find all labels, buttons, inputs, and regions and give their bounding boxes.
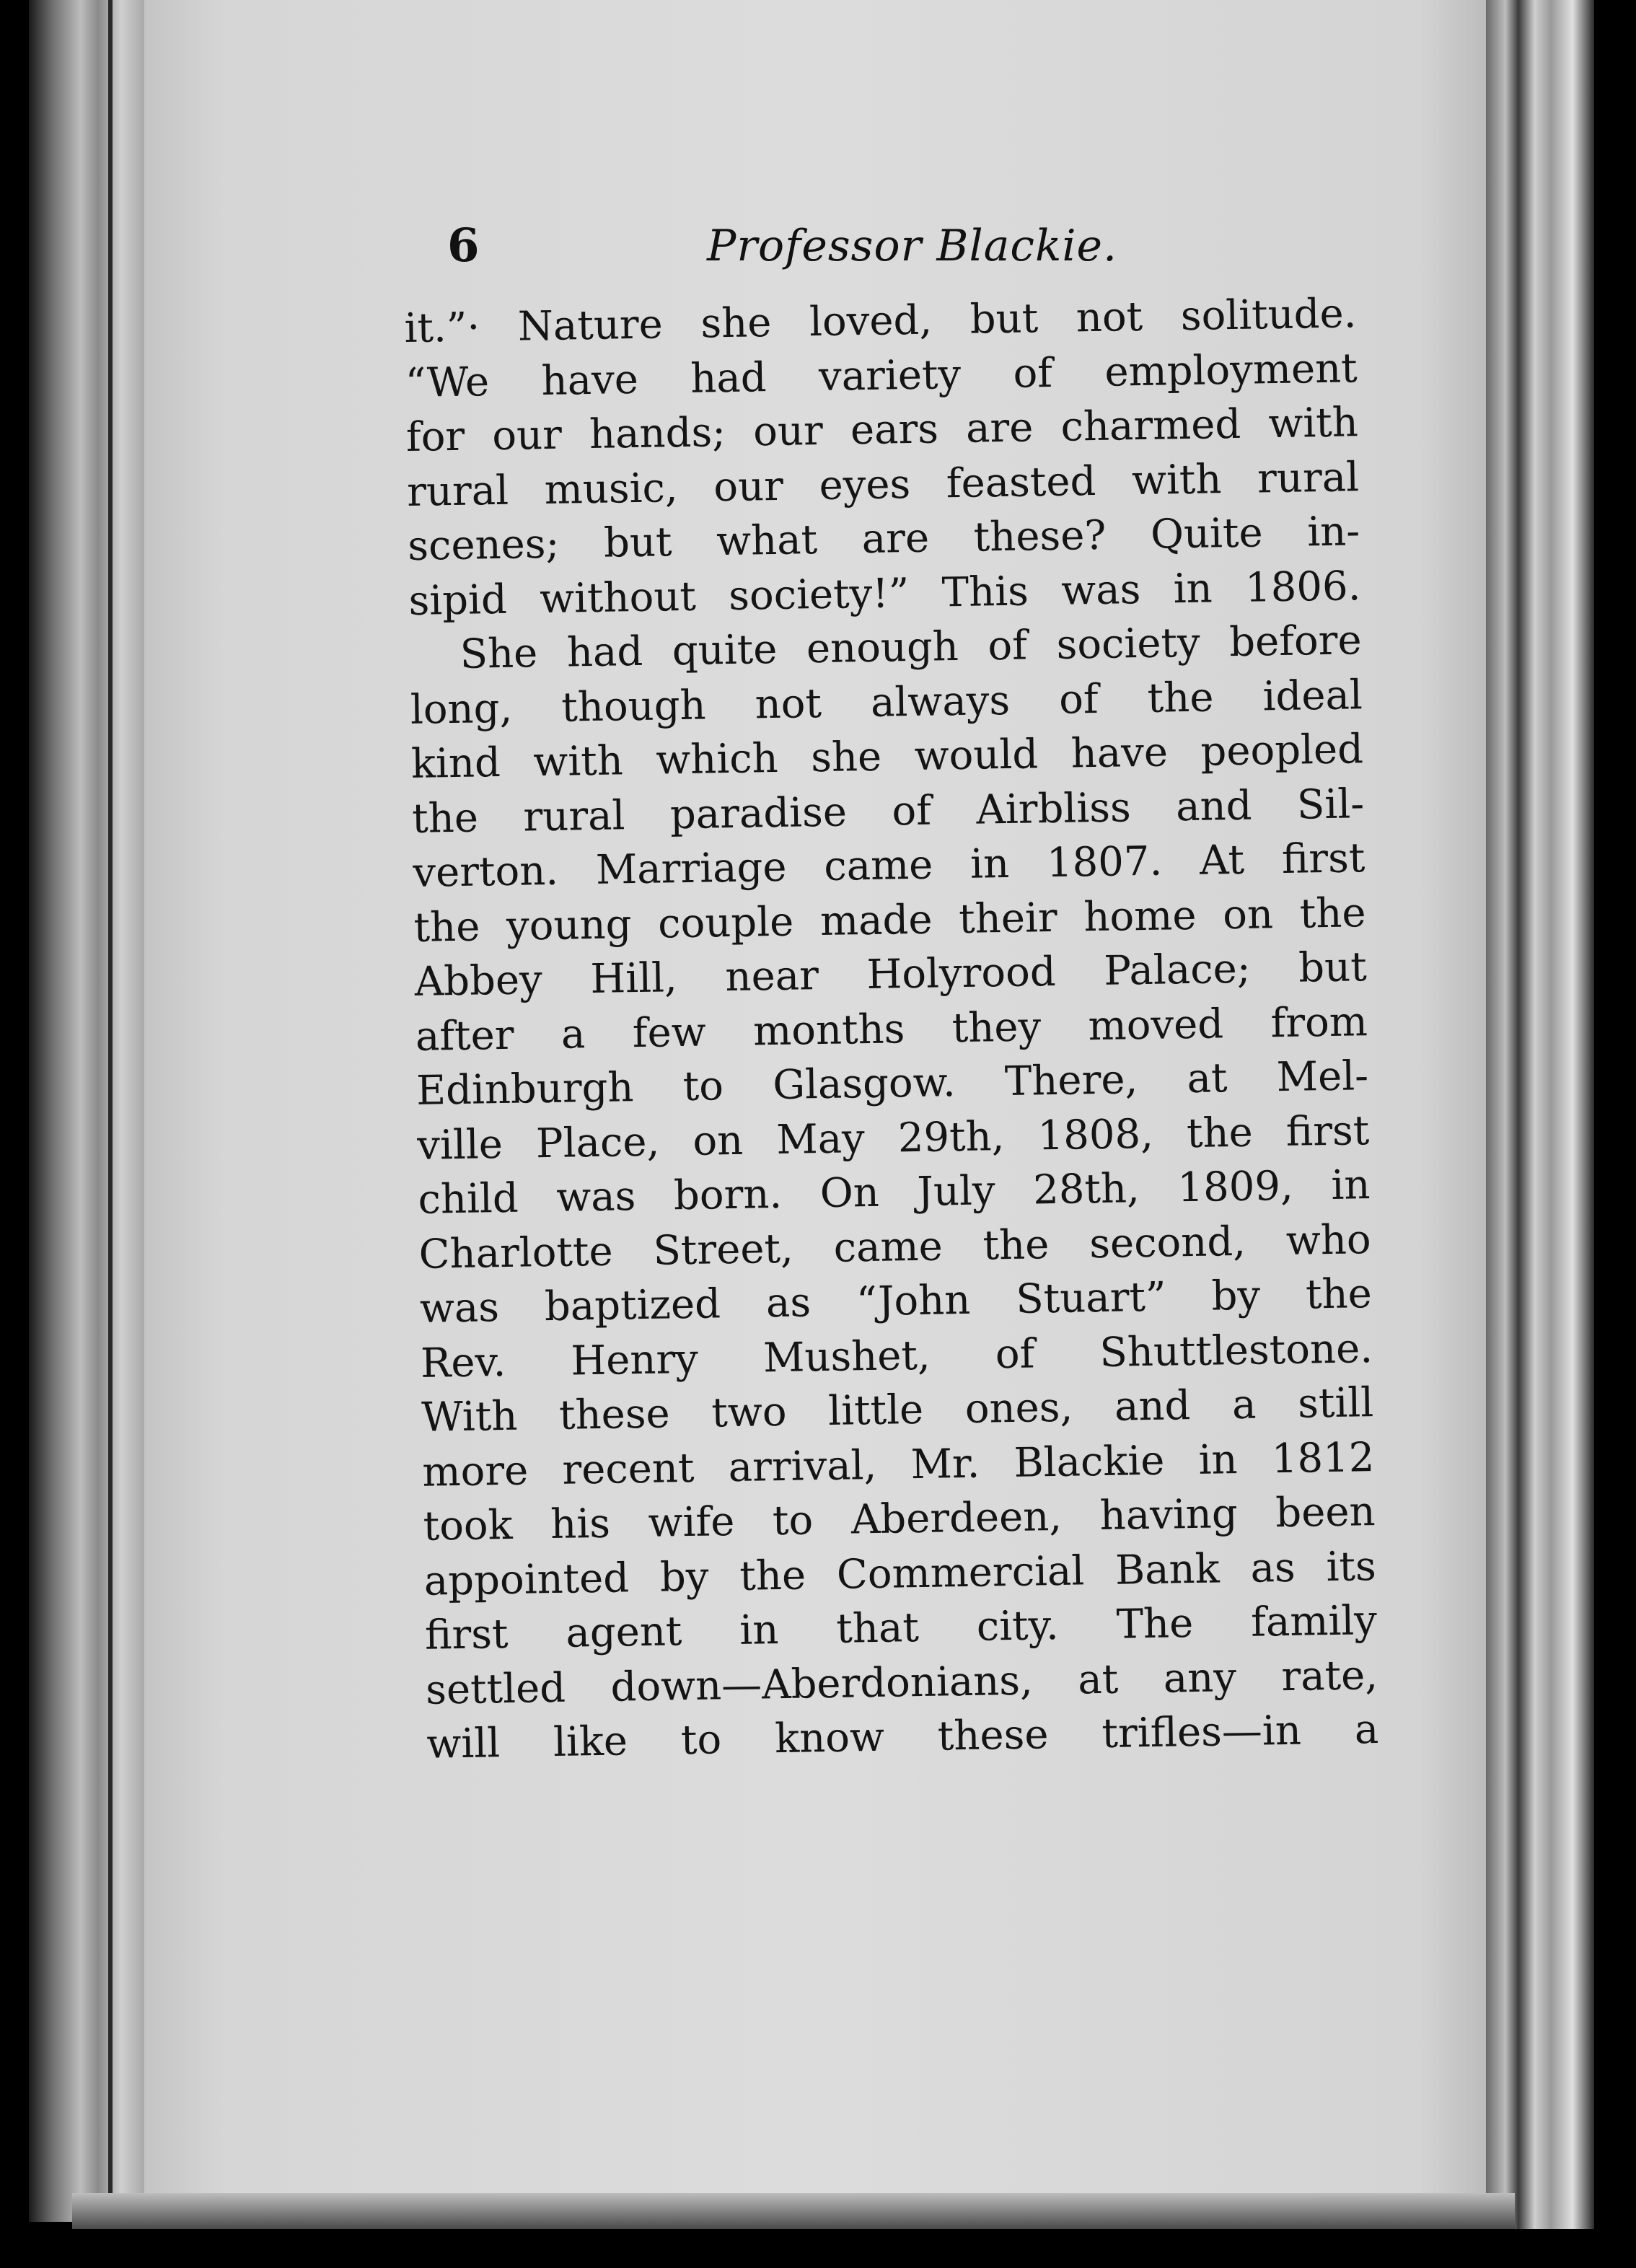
text-line: With these two little ones, and a still: [421, 1379, 1374, 1441]
text-line: sipid without society!” This was in 1806.: [408, 562, 1361, 625]
body-text: [404, 286, 1379, 1772]
page-number: 6: [447, 219, 480, 273]
text-line-paragraph-start: She had quite enough of society before: [459, 617, 1363, 678]
text-line: scenes; but what are these? Quite in-: [407, 508, 1360, 570]
book-left-edge: [29, 0, 144, 2222]
text-line: took his wife to Aberdeen, having been: [423, 1488, 1376, 1550]
text-line: Charlotte Street, came the second, who: [418, 1216, 1372, 1278]
book-right-edge: [1486, 0, 1594, 2229]
text-line: it.”· Nature she loved, but not solitude.: [404, 290, 1357, 352]
text-line: after a few months they moved from: [415, 998, 1368, 1060]
running-head: [447, 206, 1371, 286]
text-line: rural music, our eyes feasted with rural: [406, 453, 1360, 516]
running-title: Professor Blackie.: [707, 221, 1118, 271]
text-line: long, though not always of the ideal: [410, 671, 1363, 734]
book-spine-line: [108, 0, 113, 2222]
text-line: the rural paradise of Airbliss and Sil-: [411, 780, 1365, 843]
text-line: Abbey Hill, near Holyrood Palace; but: [414, 944, 1368, 1006]
text-line: will like to know these trifles—in a: [426, 1706, 1379, 1768]
text-line: verton. Marriage came in 1807. At first: [412, 835, 1365, 897]
text-line: appointed by the Commercial Bank as its: [423, 1542, 1377, 1605]
text-line: more recent arrival, Mr. Blackie in 1812: [421, 1433, 1375, 1496]
text-line: kind with which she would have peopled: [410, 726, 1364, 788]
text-line: settled down—Aberdonians, at any rate,: [425, 1651, 1378, 1714]
text-line: Edinburgh to Glasgow. There, at Mel-: [415, 1052, 1369, 1115]
text-line: “We have had variety of employment: [405, 344, 1358, 407]
text-line: for our hands; our ears are charmed with: [405, 399, 1359, 461]
text-line: the young couple made their home on the: [413, 889, 1366, 951]
text-line: ville Place, on May 29th, 1808, the first: [416, 1107, 1370, 1169]
text-line: Rev. Henry Mushet, of Shuttlestone.: [420, 1324, 1373, 1387]
text-line: child was born. On July 28th, 1809, in: [418, 1161, 1371, 1223]
page-bottom-shadow: [72, 2193, 1515, 2229]
text-line: first agent in that city. The family: [424, 1597, 1378, 1659]
text-line: was baptized as “John Stuart” by the: [419, 1270, 1373, 1332]
